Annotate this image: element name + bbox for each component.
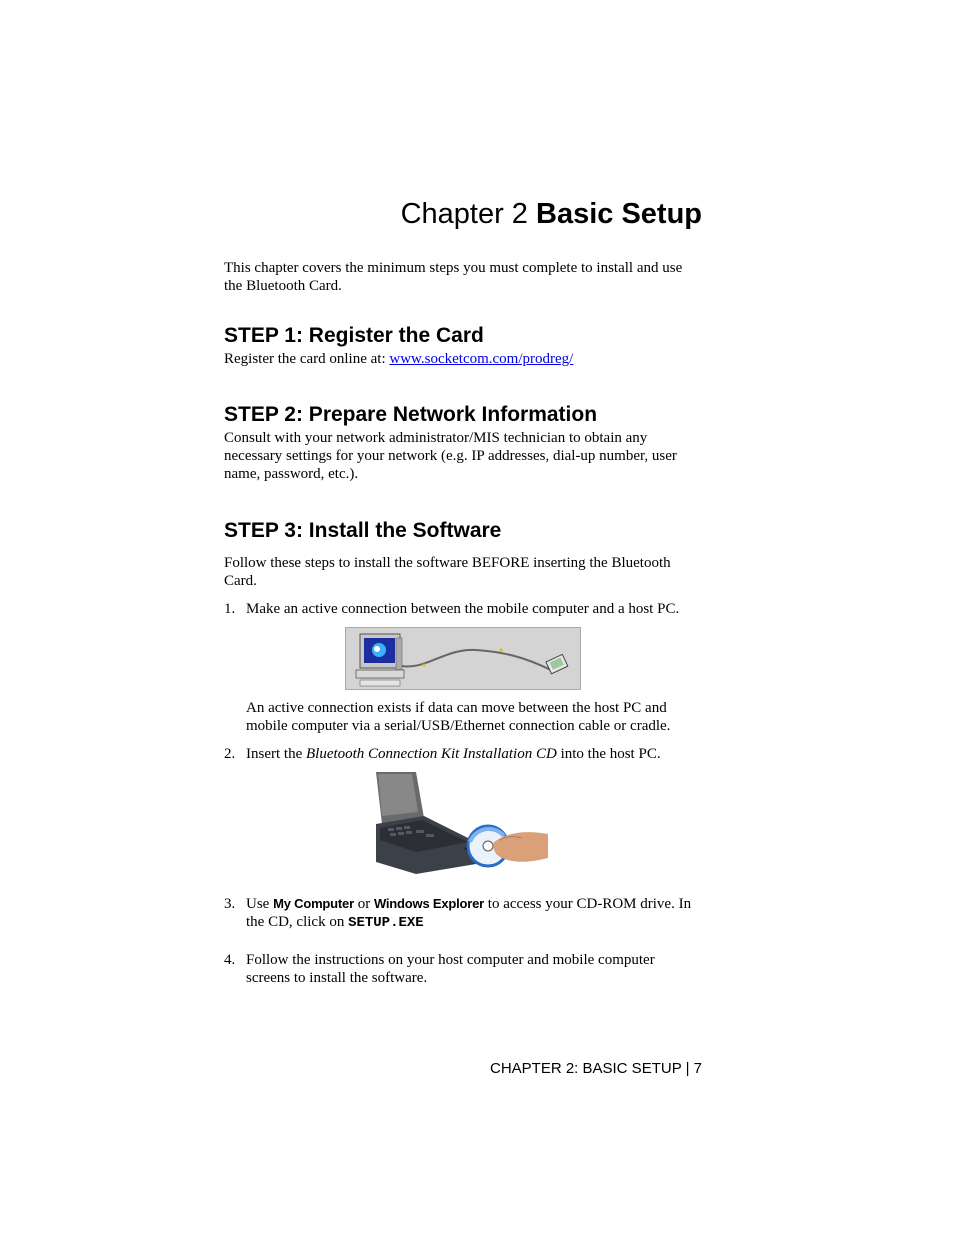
windows-explorer-label: Windows Explorer xyxy=(373,896,485,911)
item2-pre: Insert the xyxy=(246,746,306,762)
connection-note: An active connection exists if data can move between the host PC and mobile computer via a serial/USB/Ethernet connection cable or cradle. xyxy=(246,700,671,734)
step1-heading: STEP 1: Register the Card xyxy=(224,324,484,347)
step3-intro: Follow these steps to install the software BEFORE inserting the Bluetooth Card. xyxy=(224,555,671,589)
my-computer-label: My Computer xyxy=(273,896,354,911)
item3-d: to access your CD-ROM drive. In the CD, click on xyxy=(246,896,692,930)
step2-paragraph: Consult with your network administrator/MIS technician to obtain any necessary settings for your network (e.g. IP addresses, dial-up number, user name, password, etc.). xyxy=(224,430,677,482)
pc-to-pda-connection-icon xyxy=(346,628,580,689)
list-item-text xyxy=(246,895,696,932)
cd-name: Bluetooth Connection Kit Installation CD xyxy=(305,746,557,762)
list-number: 3. xyxy=(224,896,236,912)
list-item-text: Follow the instructions on your host computer and mobile computer screens to install the software. xyxy=(246,952,655,986)
list-number: 2. xyxy=(224,746,236,762)
step2-heading: STEP 2: Prepare Network Information xyxy=(224,403,598,426)
step1-text: Register the card online at: xyxy=(224,351,390,367)
list-number: 4. xyxy=(224,952,236,968)
item2-post: into the host PC. xyxy=(556,746,661,762)
step3-heading: STEP 3: Install the Software xyxy=(224,519,502,542)
list-number: 1. xyxy=(224,601,236,617)
registration-link[interactable]: www.socketcom.com/prodreg/ xyxy=(389,351,574,367)
laptop-cd-insert-icon xyxy=(376,772,550,874)
list-item-text xyxy=(246,745,706,763)
list-item-text: Make an active connection between the mobile computer and a host PC. xyxy=(246,601,680,617)
figure-connection xyxy=(345,627,581,690)
chapter-name: Basic Setup xyxy=(536,198,702,230)
setup-exe-filename: SETUP.EXE xyxy=(348,915,424,931)
item3-a: Use xyxy=(246,896,274,912)
figure-cd-insert xyxy=(376,772,550,874)
item3-c: or xyxy=(353,896,374,912)
chapter-prefix: Chapter 2 xyxy=(400,198,536,230)
page-footer: CHAPTER 2: BASIC SETUP | 7 xyxy=(489,1060,702,1077)
intro-paragraph: This chapter covers the minimum steps you must complete to install and use the Bluetooth Card. xyxy=(224,260,683,294)
step1-paragraph xyxy=(224,350,704,368)
chapter-title xyxy=(224,192,702,236)
